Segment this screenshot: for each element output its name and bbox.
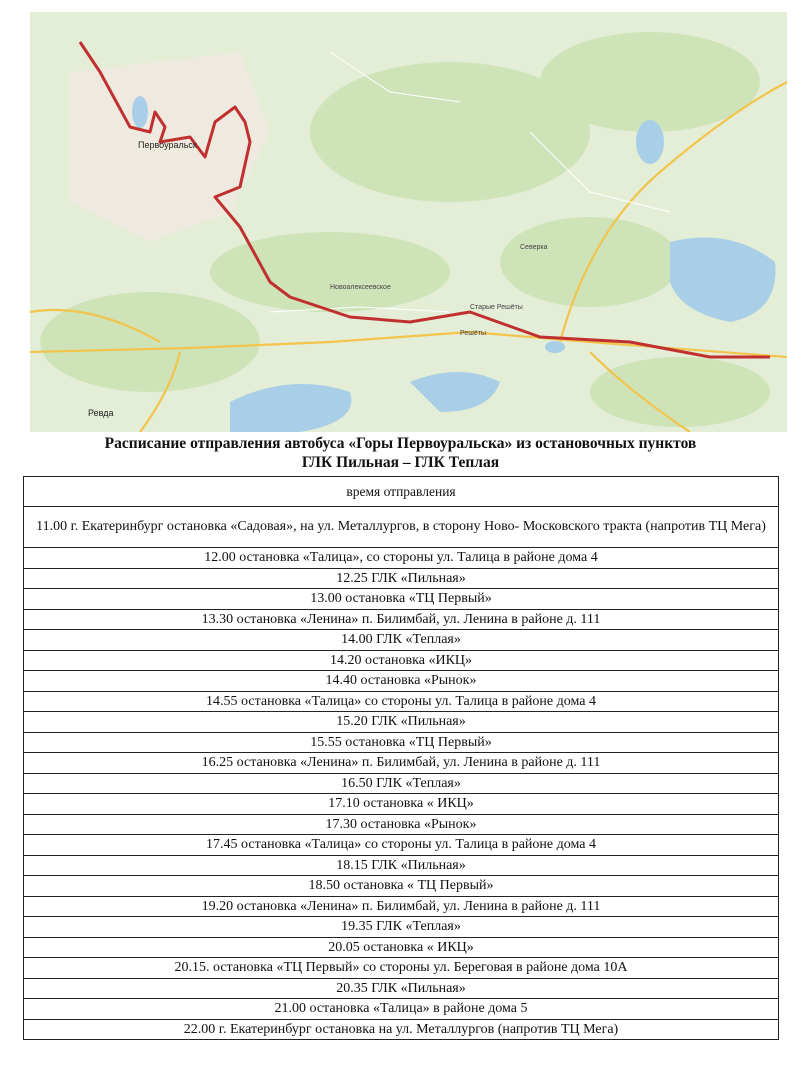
schedule-cell: 17.10 остановка « ИКЦ» — [24, 794, 779, 815]
table-row — [24, 691, 779, 712]
table-row — [24, 630, 779, 651]
table-header-row — [24, 477, 779, 507]
header-cell: время отправления — [24, 477, 779, 507]
title-line-2: ГЛК Пильная – ГЛК Теплая — [301, 454, 500, 471]
schedule-cell: 14.00 ГЛК «Теплая» — [24, 630, 779, 651]
schedule-cell: 18.15 ГЛК «Пильная» — [24, 855, 779, 876]
schedule-cell: 11.00 г. Екатеринбург остановка «Садовая», на ул. Металлургов, в сторону Ново- Московского тракта (напротив ТЦ Мега) — [24, 507, 779, 548]
map-label-reshety: Решёты — [460, 330, 487, 337]
table-row — [24, 732, 779, 753]
schedule-cell: 14.40 остановка «Рынок» — [24, 671, 779, 692]
table-row — [24, 794, 779, 815]
table-row — [24, 896, 779, 917]
table-row — [24, 589, 779, 610]
schedule-cell: 22.00 г. Екатеринбург остановка на ул. Металлургов (напротив ТЦ Мега) — [24, 1019, 779, 1040]
map-label-starye-reshety: Старые Решёты — [470, 304, 523, 311]
schedule-cell: 17.30 остановка «Рынок» — [24, 814, 779, 835]
schedule-cell: 14.55 остановка «Талица» со стороны ул. Талица в районе дома 4 — [24, 691, 779, 712]
table-row — [24, 876, 779, 897]
schedule-cell: 14.20 остановка «ИКЦ» — [24, 650, 779, 671]
schedule-cell: 12.25 ГЛК «Пильная» — [24, 568, 779, 589]
schedule-cell: 20.35 ГЛК «Пильная» — [24, 978, 779, 999]
map-graphic — [30, 12, 787, 432]
table-row — [24, 548, 779, 569]
schedule-cell: 13.30 остановка «Ленина» п. Билимбай, ул. Ленина в районе д. 111 — [24, 609, 779, 630]
schedule-cell: 21.00 остановка «Талица» в районе дома 5 — [24, 999, 779, 1020]
title-line-1: Расписание отправления автобуса «Горы Первоуральска» из остановочных пунктов — [104, 435, 697, 452]
table-row — [24, 753, 779, 774]
schedule-cell: 13.00 остановка «ТЦ Первый» — [24, 589, 779, 610]
table-row — [24, 650, 779, 671]
schedule-title — [0, 434, 801, 472]
map-label-novoalekseevskoe: Новоалексеевское — [330, 284, 391, 291]
table-row — [24, 609, 779, 630]
table-row — [24, 917, 779, 938]
table-row — [24, 999, 779, 1020]
table-row — [24, 814, 779, 835]
schedule-cell: 15.20 ГЛК «Пильная» — [24, 712, 779, 733]
schedule-cell: 20.05 остановка « ИКЦ» — [24, 937, 779, 958]
table-row — [24, 978, 779, 999]
schedule-cell: 12.00 остановка «Талица», со стороны ул. Талица в районе дома 4 — [24, 548, 779, 569]
schedule-table — [23, 476, 779, 1040]
map-label-severka: Северка — [520, 244, 548, 251]
schedule-cell: 16.25 остановка «Ленина» п. Билимбай, ул. Ленина в районе д. 111 — [24, 753, 779, 774]
schedule-cell: 16.50 ГЛК «Теплая» — [24, 773, 779, 794]
table-row — [24, 507, 779, 548]
route-map — [30, 12, 787, 432]
table-row — [24, 671, 779, 692]
schedule-cell: 19.20 остановка «Ленина» п. Билимбай, ул. Ленина в районе д. 111 — [24, 896, 779, 917]
table-row — [24, 773, 779, 794]
schedule-cell: 15.55 остановка «ТЦ Первый» — [24, 732, 779, 753]
table-row — [24, 712, 779, 733]
table-row — [24, 1019, 779, 1040]
table-row — [24, 855, 779, 876]
map-label-pervouralsk: Первоуральск — [138, 140, 197, 150]
table-row — [24, 568, 779, 589]
table-row — [24, 937, 779, 958]
map-label-revda: Ревда — [88, 408, 114, 418]
table-row — [24, 958, 779, 979]
schedule-cell: 20.15. остановка «ТЦ Первый» со стороны ул. Береговая в районе дома 10А — [24, 958, 779, 979]
schedule-cell: 19.35 ГЛК «Теплая» — [24, 917, 779, 938]
table-row — [24, 835, 779, 856]
schedule-cell: 18.50 остановка « ТЦ Первый» — [24, 876, 779, 897]
schedule-cell: 17.45 остановка «Талица» со стороны ул. Талица в районе дома 4 — [24, 835, 779, 856]
